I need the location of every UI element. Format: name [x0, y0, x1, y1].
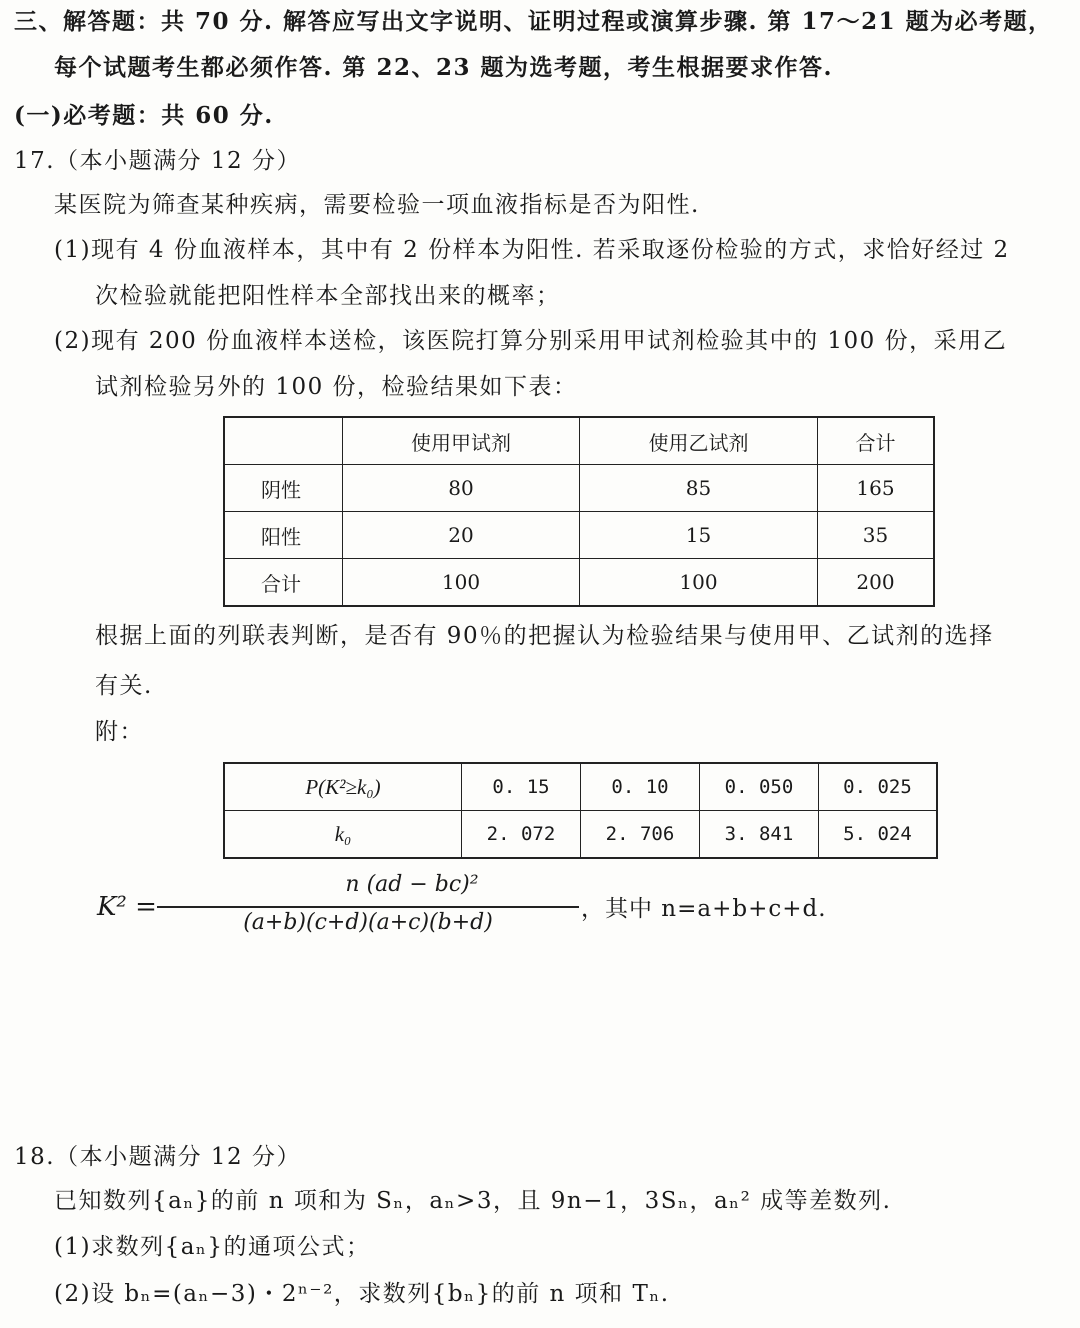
contingency-table	[223, 416, 935, 607]
table-cell: 2. 706	[581, 811, 700, 859]
formula-denominator: (a+b)(c+d)(a+c)(b+d)	[243, 910, 493, 935]
table-cell: 165	[818, 465, 935, 512]
q17-title: 17.（本小题满分 12 分）	[14, 148, 301, 174]
table-row	[224, 465, 934, 512]
table-row-label: 阳性	[224, 512, 343, 559]
table-row	[224, 763, 937, 811]
table-cell: 100	[343, 559, 580, 607]
table-header-cell: 使用甲试剂	[343, 417, 580, 465]
formula-numerator: n (ad − bc)²	[345, 872, 479, 897]
table-cell: 35	[818, 512, 935, 559]
q17-stem: 某医院为筛查某种疾病，需要检验一项血液指标是否为阳性.	[54, 192, 700, 218]
critical-value-table	[223, 762, 938, 859]
fraction-bar	[157, 906, 579, 908]
section-heading-line1: 三、解答题：共 70 分. 解答应写出文字说明、证明过程或演算步骤. 第 17～21 题为必考题，	[14, 8, 1053, 35]
q17-part1-line2: 次检验就能把阳性样本全部找出来的概率；	[95, 283, 561, 309]
table-row	[224, 559, 934, 607]
q18-part1: (1)求数列{aₙ}的通项公式；	[54, 1234, 371, 1260]
q18-title: 18.（本小题满分 12 分）	[14, 1144, 301, 1170]
section-heading-line2: 每个试题考生都必须作答. 第 22、23 题为选考题，考生根据要求作答.	[54, 54, 834, 81]
q17-question-line1: 根据上面的列联表判断，是否有 90％的把握认为检验结果与使用甲、乙试剂的选择	[95, 623, 994, 649]
table-row-label: 阴性	[224, 465, 343, 512]
q17-part2-line1: (2)现有 200 份血液样本送检，该医院打算分别采用甲试剂检验其中的 100 份，采用乙	[54, 328, 1008, 354]
q17-question-line2: 有关.	[95, 673, 153, 699]
table-cell: 0. 025	[819, 763, 938, 811]
table-row	[224, 811, 937, 859]
table-cell: 15	[580, 512, 818, 559]
q17-part1-line1: (1)现有 4 份血液样本，其中有 2 份样本为阳性. 若采取逐份检验的方式，求恰好经过 2	[54, 237, 1010, 263]
table-header-cell	[224, 417, 343, 465]
table-row-label: 合计	[224, 559, 343, 607]
table-cell: 0. 10	[581, 763, 700, 811]
table-cell: 200	[818, 559, 935, 607]
table-cell: 3. 841	[700, 811, 819, 859]
table-header-row	[224, 417, 934, 465]
table-cell: 0. 050	[700, 763, 819, 811]
formula-condition: ，其中 n=a+b+c+d.	[581, 896, 827, 922]
q18-stem: 已知数列{aₙ}的前 n 项和为 Sₙ，aₙ>3，且 9n−1，3Sₙ，aₙ² 成等差数列.	[54, 1188, 892, 1214]
table-cell: 80	[343, 465, 580, 512]
table-cell: 0. 15	[462, 763, 581, 811]
table-cell: 2. 072	[462, 811, 581, 859]
table-cell: 20	[343, 512, 580, 559]
table-cell: 85	[580, 465, 818, 512]
formula-lhs: K² =	[97, 892, 157, 922]
q18-part2: (2)设 bₙ=(aₙ−3)・2ⁿ⁻²，求数列{bₙ}的前 n 项和 Tₙ.	[54, 1281, 670, 1307]
required-section-label: (一)必考题：共 60 分.	[14, 102, 274, 129]
table-cell: 100	[580, 559, 818, 607]
probability-label: P(K²≥k₀)	[224, 763, 462, 811]
q17-part2-line2: 试剂检验另外的 100 份，检验结果如下表：	[95, 374, 578, 400]
table-cell: 5. 024	[819, 811, 938, 859]
table-header-cell: 合计	[818, 417, 935, 465]
appendix-label: 附：	[95, 719, 144, 745]
table-row	[224, 512, 934, 559]
table-header-cell: 使用乙试剂	[580, 417, 818, 465]
k0-label: k₀	[224, 811, 462, 859]
